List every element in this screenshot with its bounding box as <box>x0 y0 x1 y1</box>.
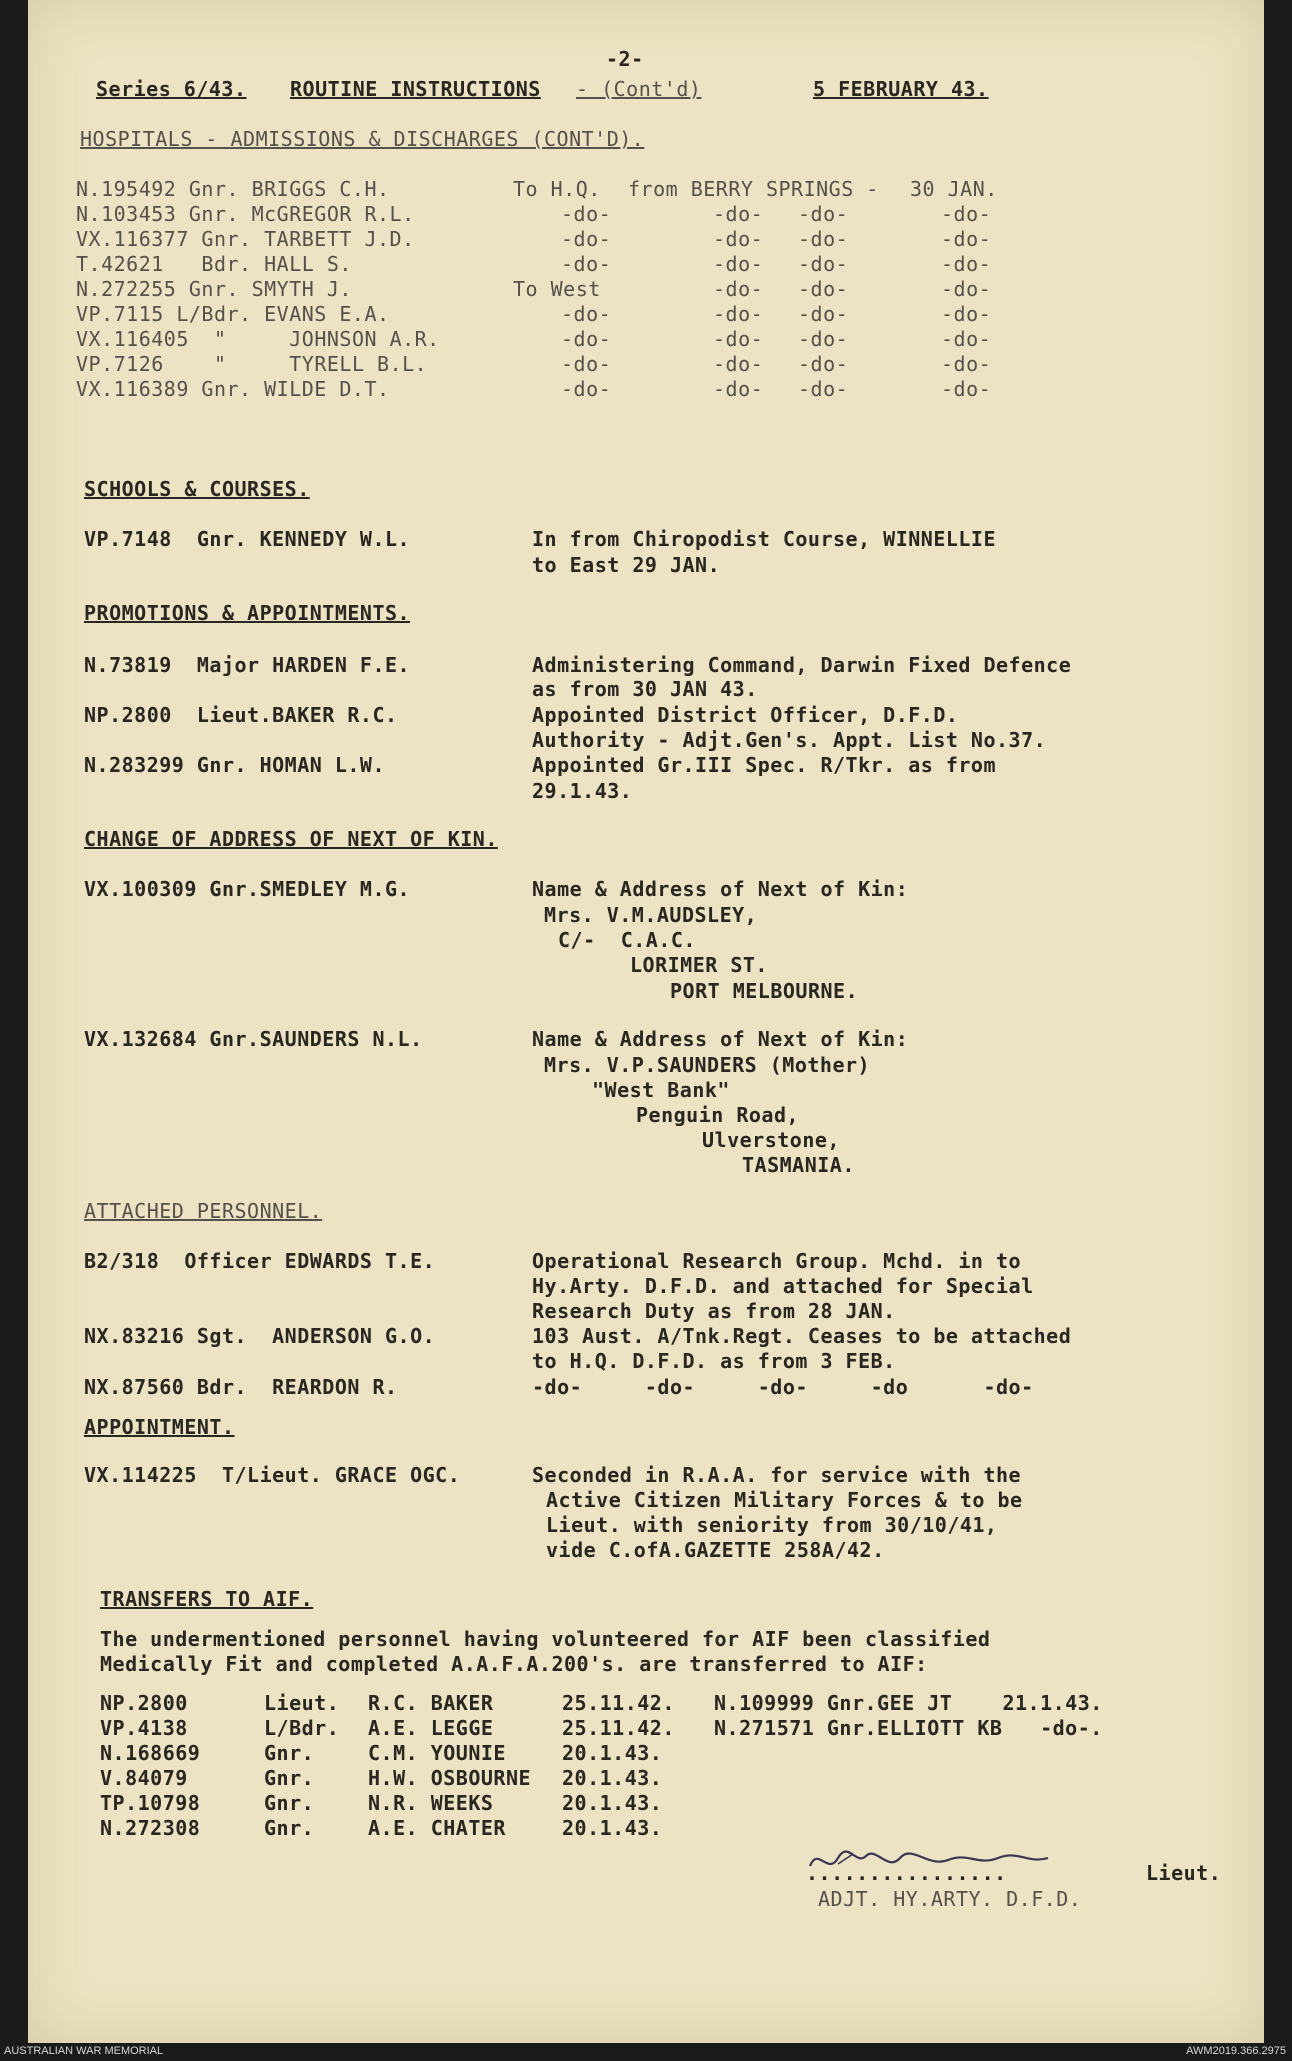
table-row: VP.7126 " TYRELL B.L. <box>76 352 428 376</box>
section-heading-transfers: TRANSFERS TO AIF. <box>100 1587 314 1611</box>
table-row: VX.116405 " JOHNSON A.R. <box>76 327 440 351</box>
schools-entry: VP.7148 Gnr. KENNEDY W.L. <box>84 527 411 551</box>
table-row: N.103453 Gnr. McGREGOR R.L. <box>76 202 415 226</box>
section-heading-appointment: APPOINTMENT. <box>84 1415 235 1439</box>
attached-entry: B2/318 Officer EDWARDS T.E. <box>84 1249 436 1273</box>
attached-entry: NX.83216 Sgt. ANDERSON G.O. <box>84 1324 436 1348</box>
signature-title: ADJT. HY.ARTY. D.F.D. <box>818 1887 1082 1911</box>
table-row: VP.4138 <box>100 1716 188 1740</box>
table-row: VX.116389 Gnr. WILDE D.T. <box>76 377 390 401</box>
attached-entry: NX.87560 Bdr. REARDON R. <box>84 1375 398 1399</box>
signature-rank: Lieut. <box>1146 1861 1222 1885</box>
table-row: VX.116377 Gnr. TARBETT J.D. <box>76 227 415 251</box>
section-heading-next-of-kin: CHANGE OF ADDRESS OF NEXT OF KIN. <box>84 827 498 851</box>
document-page: -2- Series 6/43. ROUTINE INSTRUCTIONS - (Cont'd) 5 FEBRUARY 43. HOSPITALS - ADMISSIONS & DISCHARGES (CONT'D). N.195492 Gnr. BRIGGS C.H. To H.Q. from BERRY SPRINGS - 30 JAN. N.103453 Gnr. McGREGOR R.L. -do- -do- -do- -do- VX.116377 Gnr. TARBETT J.D. -do- -do- -do- -do- T.42621 Bdr. HALL S. -do- -do- -do- -do- N.272255 Gnr. SMYTH J. To West -do- -do- -do- VP.7115 L/Bdr. EVANS E.A. -do- -do- -do- -do- VX.116405 " JOHNSON A.R. -do- -do- -do- -do- VP.7126 " TYRELL B.L. -do- -do- -do- -do- VX.116389 Gnr. WILDE D.T. -do- -do- -do- -do- SCHOOLS & COURSES. VP.7148 Gnr. KENNEDY W.L. In from Chiropodist Course, WINNELLIE to East 29 JAN. PROMOTIONS & APPOINTMENTS. N.73819 Major HARDEN F.E. Administering Command, Darwin Fixed Defence as from 30 JAN 43. NP.2800 Lieut.BAKER R.C. Appointed District Officer, D.F.D. Authority - Adjt.Gen's. Appt. List No.37. N.283299 Gnr. HOMAN L.W. Appointed Gr.III Spec. R/Tkr. as from 29.1.43. CHANGE OF ADDRESS OF NEXT OF KIN. VX.100309 Gnr.SMEDLEY M.G. Name & Address of Next of Kin: Mrs. V.M.AUDSLEY, C/- C.A.C. LORIMER ST. PORT MELBOURNE. VX.132684 Gnr.SAUNDERS N.L. Name & Address of Next of Kin: Mrs. V.P.SAUNDERS (Mother) "West Bank" Penguin Road, Ulverstone, TASMANIA. ATTACHED PERSONNEL. B2/318 Officer EDWARDS T.E. Operational Research Group. Mchd. in to Hy.Arty. D.F.D. and attached for Special Research Duty as from 28 JAN. NX.83216 Sgt. ANDERSON G.O. 103 Aust. A/Tnk.Regt. Ceases to be attached to H.Q. D.F.D. as from 3 FEB. NX.87560 Bdr. REARDON R. -do- -do- -do- -do -do- APPOINTMENT. VX.114225 T/Lieut. GRACE OGC. Seconded in R.A.A. for service with the Active Citizen Military Forces & to be Lieut. with seniority from 30/10/41, vide C.ofA.GAZETTE 258A/42. TRANSFERS TO AIF. The undermentioned personnel having volunteered for AIF been classified Medically Fit and completed A.A.F.A.200's. are transferred to AIF: NP.2800 Lieut. R.C. BAKER 25.11.42. N.109999 Gnr.GEE JT 21.1.43. VP.4138 L/Bdr. A.E. LEGGE 25.11.42. N.271571 Gnr.ELLIOTT KB -do-. N.168669 Gnr. C.M. YOUNIE 20.1.43. V.84079 Gnr. H.W. OSBOURNE 20.1.43. TP.10798 Gnr. N.R. WEEKS 20.1.43. N.272308 Gnr. A.E. CHATER 20.1.43. ................ Lieut. ADJT. HY.ARTY. D.F.D. <box>28 0 1264 2043</box>
footer-right: AWM2019.366.2975 <box>1186 2045 1286 2057</box>
header-series: Series 6/43. <box>96 77 247 101</box>
promotion-entry: N.73819 Major HARDEN F.E. <box>84 653 411 677</box>
section-heading-promotions: PROMOTIONS & APPOINTMENTS. <box>84 601 411 625</box>
kin-entry: VX.132684 Gnr.SAUNDERS N.L. <box>84 1027 423 1051</box>
table-row: N.272308 <box>100 1816 201 1840</box>
section-heading-attached: ATTACHED PERSONNEL. <box>84 1199 323 1223</box>
header-contd: - (Cont'd) <box>576 77 702 101</box>
transfers-intro: The undermentioned personnel having volunteered for AIF been classified <box>100 1627 991 1651</box>
promotion-entry: NP.2800 Lieut.BAKER R.C. <box>84 703 398 727</box>
footer-left: AUSTRALIAN WAR MEMORIAL <box>4 2045 164 2057</box>
appointment-entry: VX.114225 T/Lieut. GRACE OGC. <box>84 1463 461 1487</box>
page-number: -2- <box>606 47 644 71</box>
signature-dots: ................ <box>806 1861 1007 1885</box>
section-heading-hospitals: HOSPITALS - ADMISSIONS & DISCHARGES (CONT'D). <box>80 127 645 151</box>
section-heading-schools: SCHOOLS & COURSES. <box>84 477 310 501</box>
table-row: N.195492 Gnr. BRIGGS C.H. <box>76 177 390 201</box>
kin-entry: VX.100309 Gnr.SMEDLEY M.G. <box>84 877 411 901</box>
table-row: V.84079 <box>100 1766 188 1790</box>
table-row: N.272255 Gnr. SMYTH J. <box>76 277 352 301</box>
table-row: T.42621 Bdr. HALL S. <box>76 252 352 276</box>
promotion-entry: N.283299 Gnr. HOMAN L.W. <box>84 753 385 777</box>
table-row: VP.7115 L/Bdr. EVANS E.A. <box>76 302 390 326</box>
table-row: N.168669 <box>100 1741 201 1765</box>
header-title: ROUTINE INSTRUCTIONS <box>290 77 541 101</box>
table-row: NP.2800 <box>100 1691 188 1715</box>
header-date: 5 FEBRUARY 43. <box>813 77 989 101</box>
table-row: TP.10798 <box>100 1791 201 1815</box>
